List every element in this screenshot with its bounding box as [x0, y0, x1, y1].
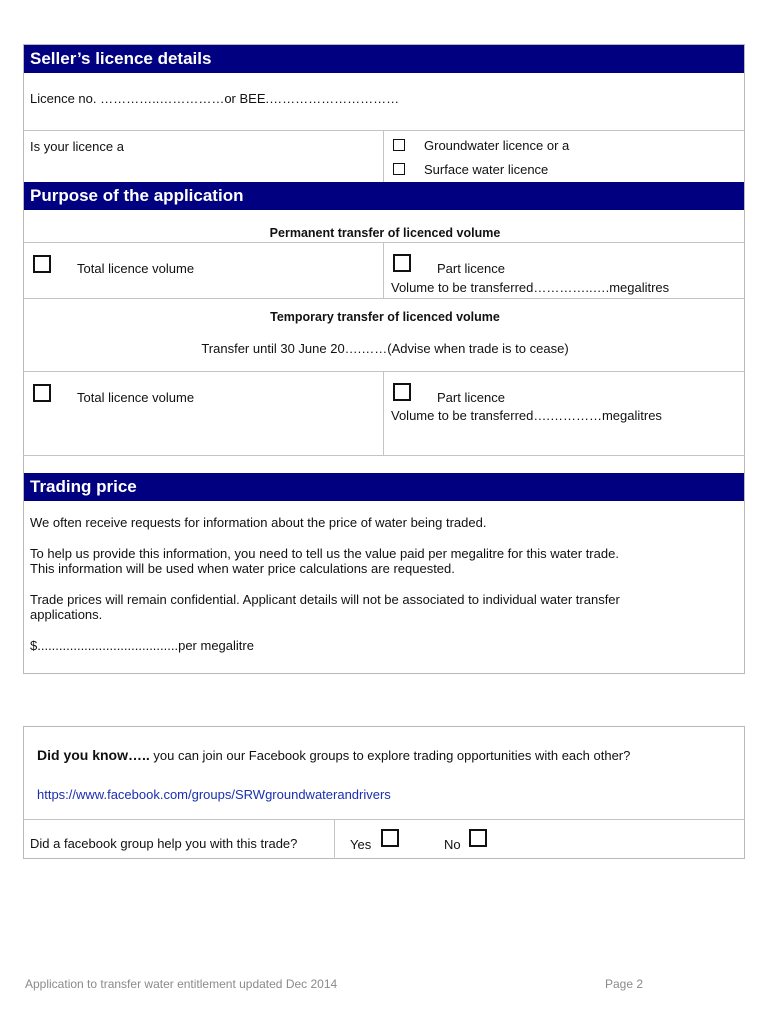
- temporary-total-checkbox[interactable]: [33, 384, 51, 402]
- trading-para-3b: applications.: [30, 607, 103, 622]
- trading-para-2a: To help us provide this information, you need to tell us the value paid per megalitre for this water trade.: [30, 546, 619, 561]
- licence-type-question: Is your licence a: [30, 139, 124, 154]
- permanent-part-checkbox[interactable]: [393, 254, 411, 272]
- temporary-until-line[interactable]: Transfer until 30 June 20….……(Advise when trade is to cease): [201, 341, 569, 356]
- divider: [23, 130, 745, 131]
- form-frame: [23, 44, 745, 674]
- sellers-licence-header: Seller’s licence details: [24, 45, 744, 73]
- purpose-header: Purpose of the application: [24, 182, 744, 210]
- no-checkbox[interactable]: [469, 829, 487, 847]
- divider: [383, 130, 384, 182]
- facebook-group-link[interactable]: https://www.facebook.com/groups/SRWgroundwaterandrivers: [37, 787, 391, 802]
- trading-para-1: We often receive requests for information about the price of water being traded.: [30, 515, 487, 530]
- temporary-volume-line[interactable]: Volume to be transferred….…………megalitres: [391, 408, 662, 423]
- divider: [334, 819, 335, 859]
- did-you-know-line: [37, 747, 630, 763]
- groundwater-label: Groundwater licence or a: [424, 138, 570, 153]
- temporary-transfer-heading: Temporary transfer of licenced volume: [270, 310, 500, 324]
- permanent-total-checkbox[interactable]: [33, 255, 51, 273]
- divider: [23, 455, 745, 456]
- did-you-know-label: Did you know…..: [37, 747, 150, 763]
- footer-document-title: Application to transfer water entitlement updated Dec 2014: [25, 977, 338, 991]
- divider: [383, 371, 384, 455]
- price-per-megalitre-line[interactable]: $.......................................per megalitre: [30, 638, 254, 653]
- surface-water-checkbox[interactable]: [393, 163, 405, 175]
- permanent-part-label: Part licence: [437, 261, 505, 276]
- divider: [23, 242, 745, 243]
- licence-number-line[interactable]: Licence no. …………..……………or BEE.…………………………: [30, 91, 400, 106]
- temporary-part-label: Part licence: [437, 390, 505, 405]
- no-label: No: [444, 837, 461, 852]
- yes-checkbox[interactable]: [381, 829, 399, 847]
- groundwater-checkbox[interactable]: [393, 139, 405, 151]
- permanent-total-label: Total licence volume: [77, 261, 195, 276]
- permanent-volume-line[interactable]: Volume to be transferred…………..….megalitres: [391, 280, 670, 295]
- yes-label: Yes: [350, 837, 372, 852]
- divider: [383, 242, 384, 298]
- trading-para-3a: Trade prices will remain confidential. Applicant details will not be associated to individual water transfer: [30, 592, 620, 607]
- divider: [23, 371, 745, 372]
- permanent-transfer-heading: Permanent transfer of licenced volume: [269, 226, 501, 240]
- trading-price-header: Trading price: [24, 473, 744, 501]
- surface-water-label: Surface water licence: [424, 162, 549, 177]
- temporary-total-label: Total licence volume: [77, 390, 195, 405]
- divider: [23, 298, 745, 299]
- temporary-part-checkbox[interactable]: [393, 383, 411, 401]
- divider: [23, 819, 745, 820]
- footer-page-number: Page 2: [605, 977, 644, 991]
- did-you-know-text: you can join our Facebook groups to explore trading opportunities with each other?: [149, 748, 631, 763]
- trading-para-2b: This information will be used when water price calculations are requested.: [30, 561, 455, 576]
- facebook-help-question: Did a facebook group help you with this trade?: [30, 836, 298, 851]
